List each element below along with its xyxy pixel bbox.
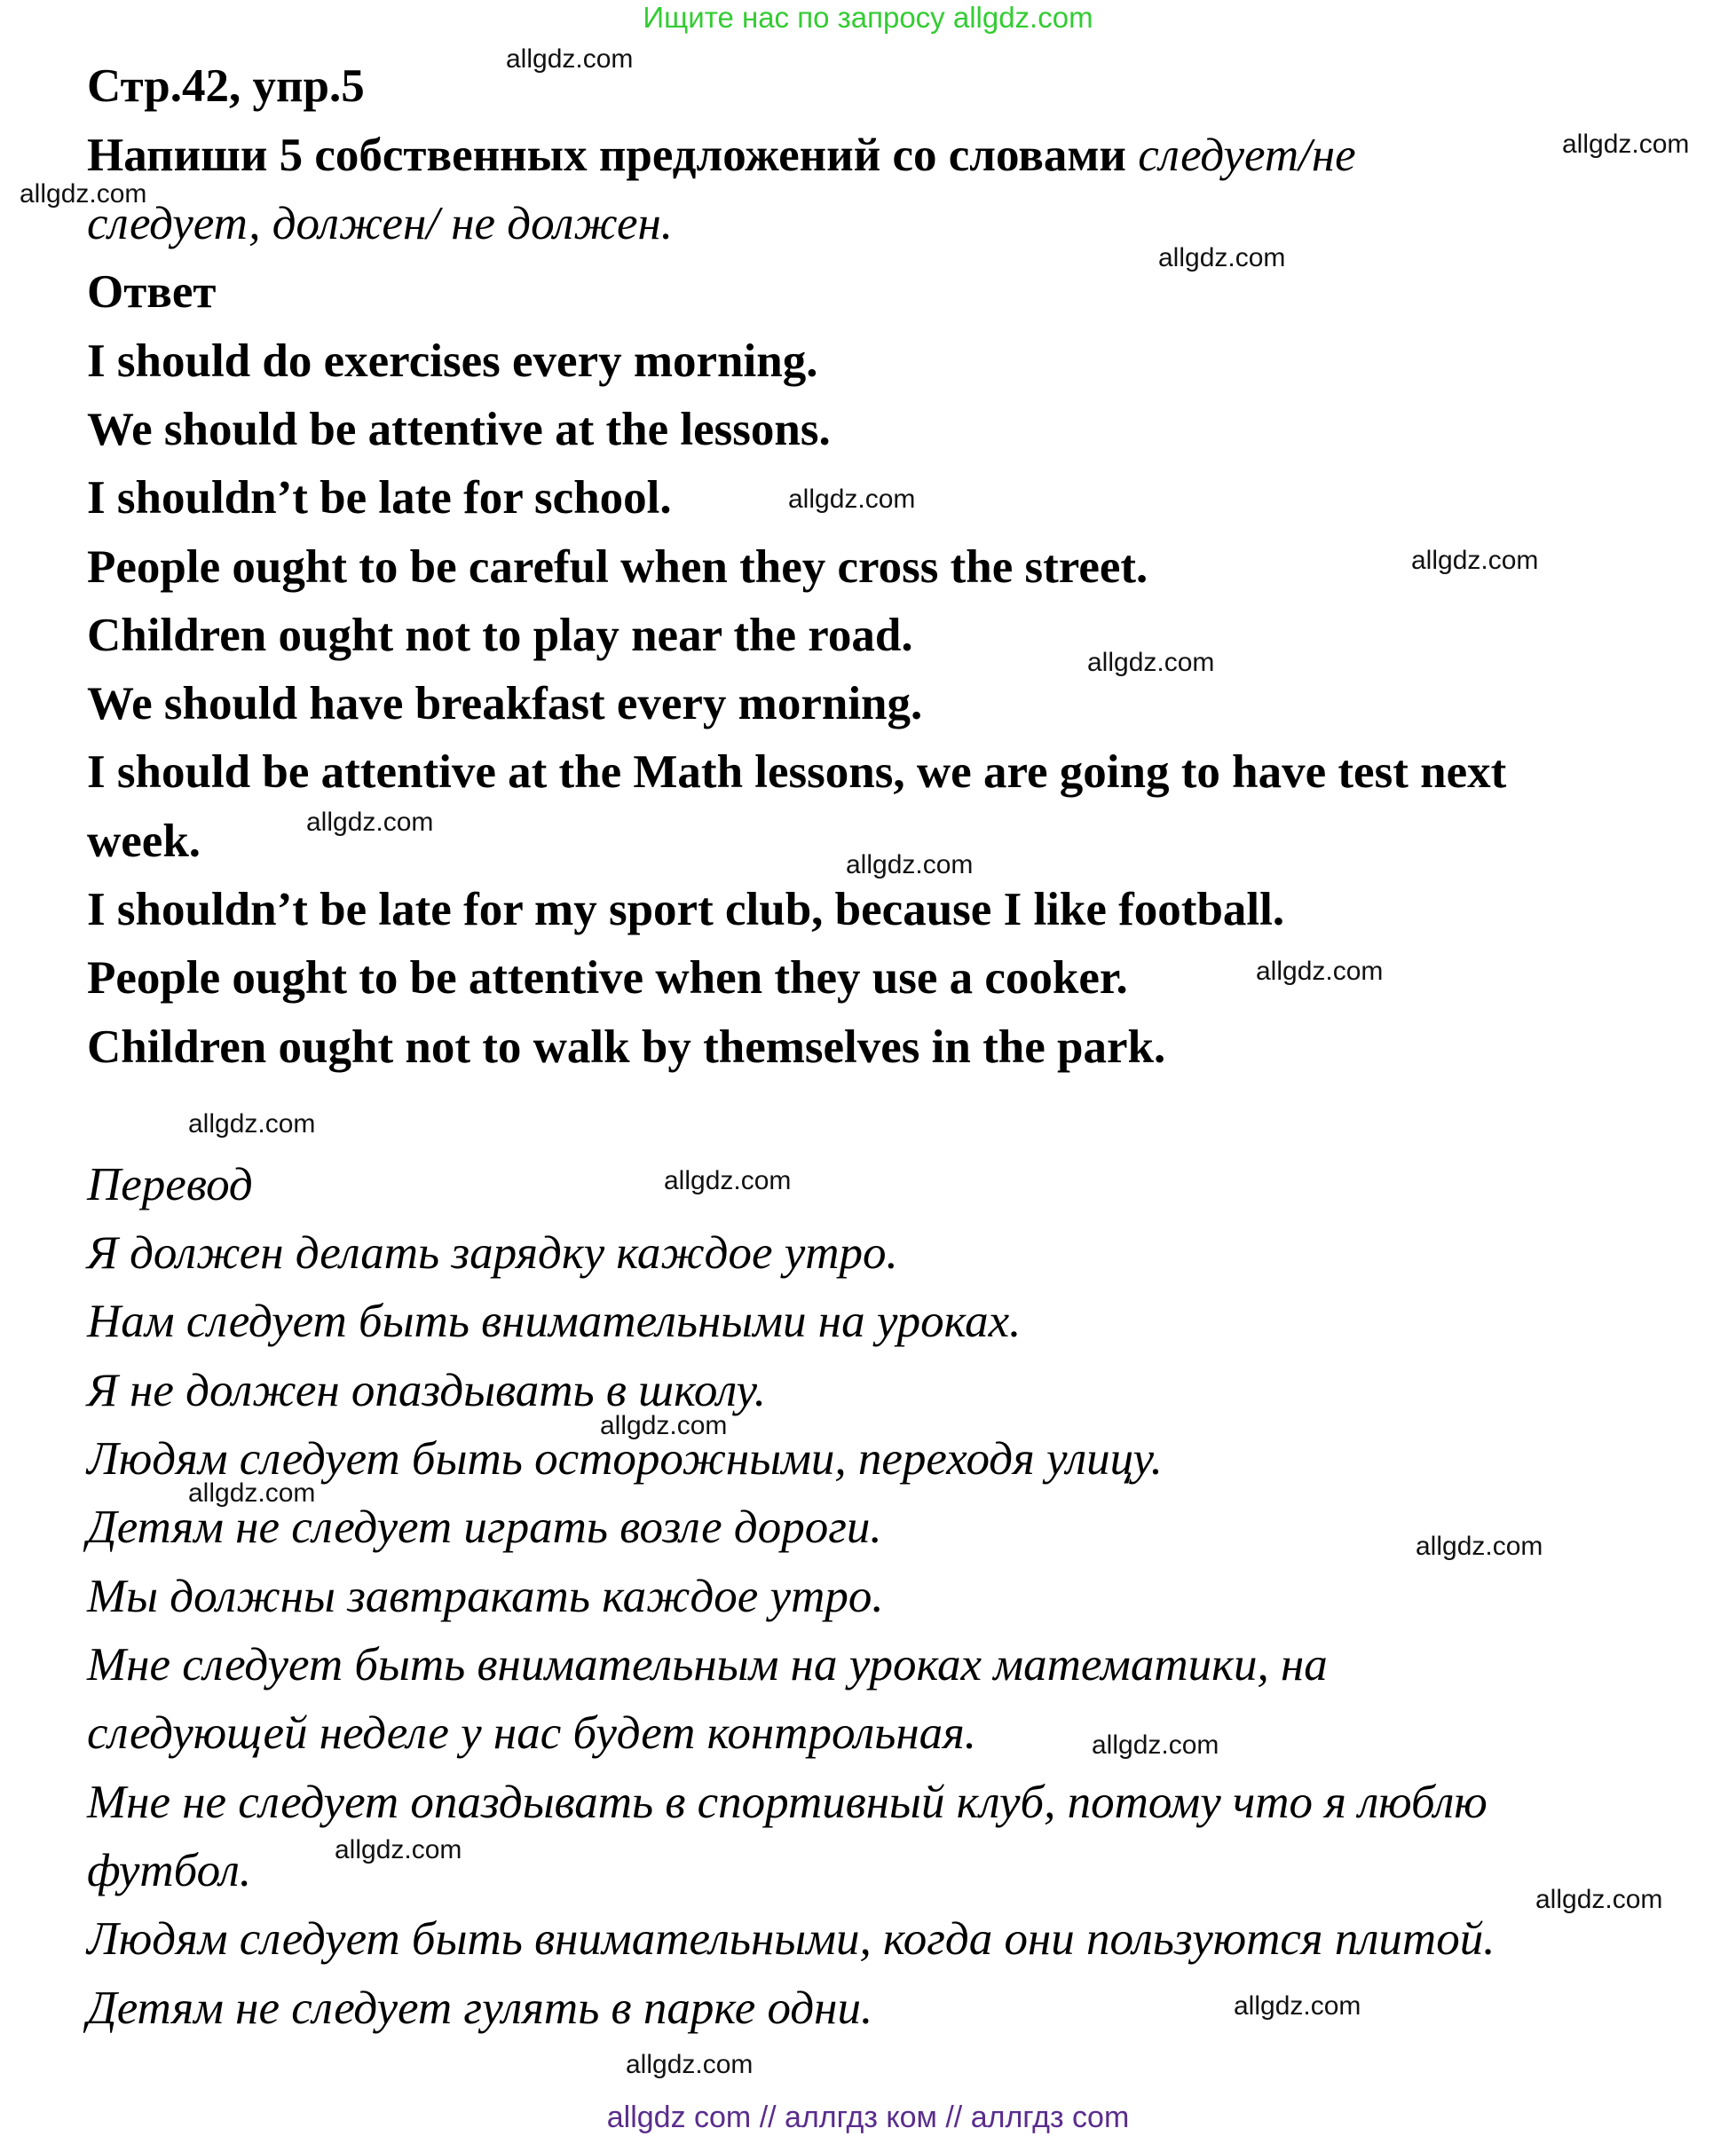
translation-heading: Перевод bbox=[87, 1159, 253, 1210]
answer-line: We should be attentive at the lessons. bbox=[87, 404, 831, 455]
watermark: allgdz.com bbox=[188, 1109, 316, 1139]
translation-line: Мне следует быть внимательным на уроках математики, на bbox=[87, 1639, 1328, 1691]
answer-line: People ought to be careful when they cross the street. bbox=[87, 541, 1148, 593]
translation-line: Мне не следует опаздывать в спортивный клуб, потому что я люблю bbox=[87, 1777, 1487, 1828]
translation-line: Людям следует быть осторожными, переходя улицу. bbox=[87, 1433, 1163, 1485]
watermark: allgdz.com bbox=[1416, 1532, 1543, 1561]
answer-line: I shouldn’t be late for school. bbox=[87, 472, 672, 524]
answer-line: Children ought not to walk by themselves in the park. bbox=[87, 1021, 1166, 1073]
translation-line: Детям не следует гулять в парке одни. bbox=[87, 1982, 873, 2034]
watermark: allgdz.com bbox=[188, 1478, 316, 1508]
translation-line: Я должен делать зарядку каждое утро. bbox=[87, 1227, 898, 1279]
watermark: allgdz.com bbox=[1234, 1991, 1361, 2021]
translation-line: Мы должны завтракать каждое утро. bbox=[87, 1571, 884, 1622]
watermark: allgdz.com bbox=[600, 1411, 728, 1440]
watermark: allgdz.com bbox=[1562, 130, 1690, 159]
watermark: allgdz.com bbox=[335, 1835, 462, 1864]
watermark: allgdz.com bbox=[788, 485, 916, 514]
top-banner: Ищите нас по запросу allgdz.com bbox=[643, 1, 1093, 34]
watermark: allgdz.com bbox=[1158, 243, 1286, 272]
watermark: allgdz.com bbox=[306, 808, 434, 837]
watermark: allgdz.com bbox=[1535, 1885, 1663, 1914]
answer-line: People ought to be attentive when they use a cooker. bbox=[87, 952, 1128, 1004]
watermark: allgdz.com bbox=[664, 1166, 792, 1195]
answer-line: I shouldn’t be late for my sport club, because I like football. bbox=[87, 884, 1285, 935]
translation-line: Людям следует быть внимательными, когда они пользуются плитой. bbox=[87, 1913, 1495, 1965]
translation-line: следующей неделе у нас будет контрольная. bbox=[87, 1707, 977, 1759]
answer-line: week. bbox=[87, 816, 201, 867]
answer-heading: Ответ bbox=[87, 266, 217, 318]
watermark: allgdz.com bbox=[20, 179, 147, 209]
answer-line: We should have breakfast every morning. bbox=[87, 678, 923, 729]
watermark: allgdz.com bbox=[1087, 648, 1215, 677]
task-italic-1: следует/не bbox=[1138, 130, 1356, 181]
translation-line: футбол. bbox=[87, 1845, 252, 1896]
watermark: allgdz.com bbox=[1092, 1730, 1219, 1760]
answer-line: I should do exercises every morning. bbox=[87, 335, 818, 387]
page-title: Стр.42, упр.5 bbox=[87, 60, 365, 112]
answer-line: Children ought not to play near the road. bbox=[87, 610, 913, 661]
answer-line: I should be attentive at the Math lessons, we are going to have test next bbox=[87, 746, 1507, 798]
task-bold: Напиши 5 собственных предложений со словами bbox=[87, 130, 1139, 181]
translation-line: Я не должен опаздывать в школу. bbox=[87, 1365, 766, 1416]
task-line-1 bbox=[87, 128, 1356, 183]
translation-line: Детям не следует играть возле дороги. bbox=[87, 1502, 882, 1553]
watermark: allgdz.com bbox=[1411, 546, 1539, 575]
watermark: allgdz.com bbox=[626, 2050, 754, 2079]
footer-text: allgdz com // аллгдз ком // аллгдз com bbox=[606, 2101, 1130, 2134]
translation-line: Нам следует быть внимательными на уроках. bbox=[87, 1296, 1022, 1347]
watermark: allgdz.com bbox=[506, 44, 634, 74]
task-line-2: следует, должен/ не должен. bbox=[87, 198, 674, 249]
watermark: allgdz.com bbox=[1256, 957, 1384, 986]
watermark: allgdz.com bbox=[846, 850, 974, 879]
